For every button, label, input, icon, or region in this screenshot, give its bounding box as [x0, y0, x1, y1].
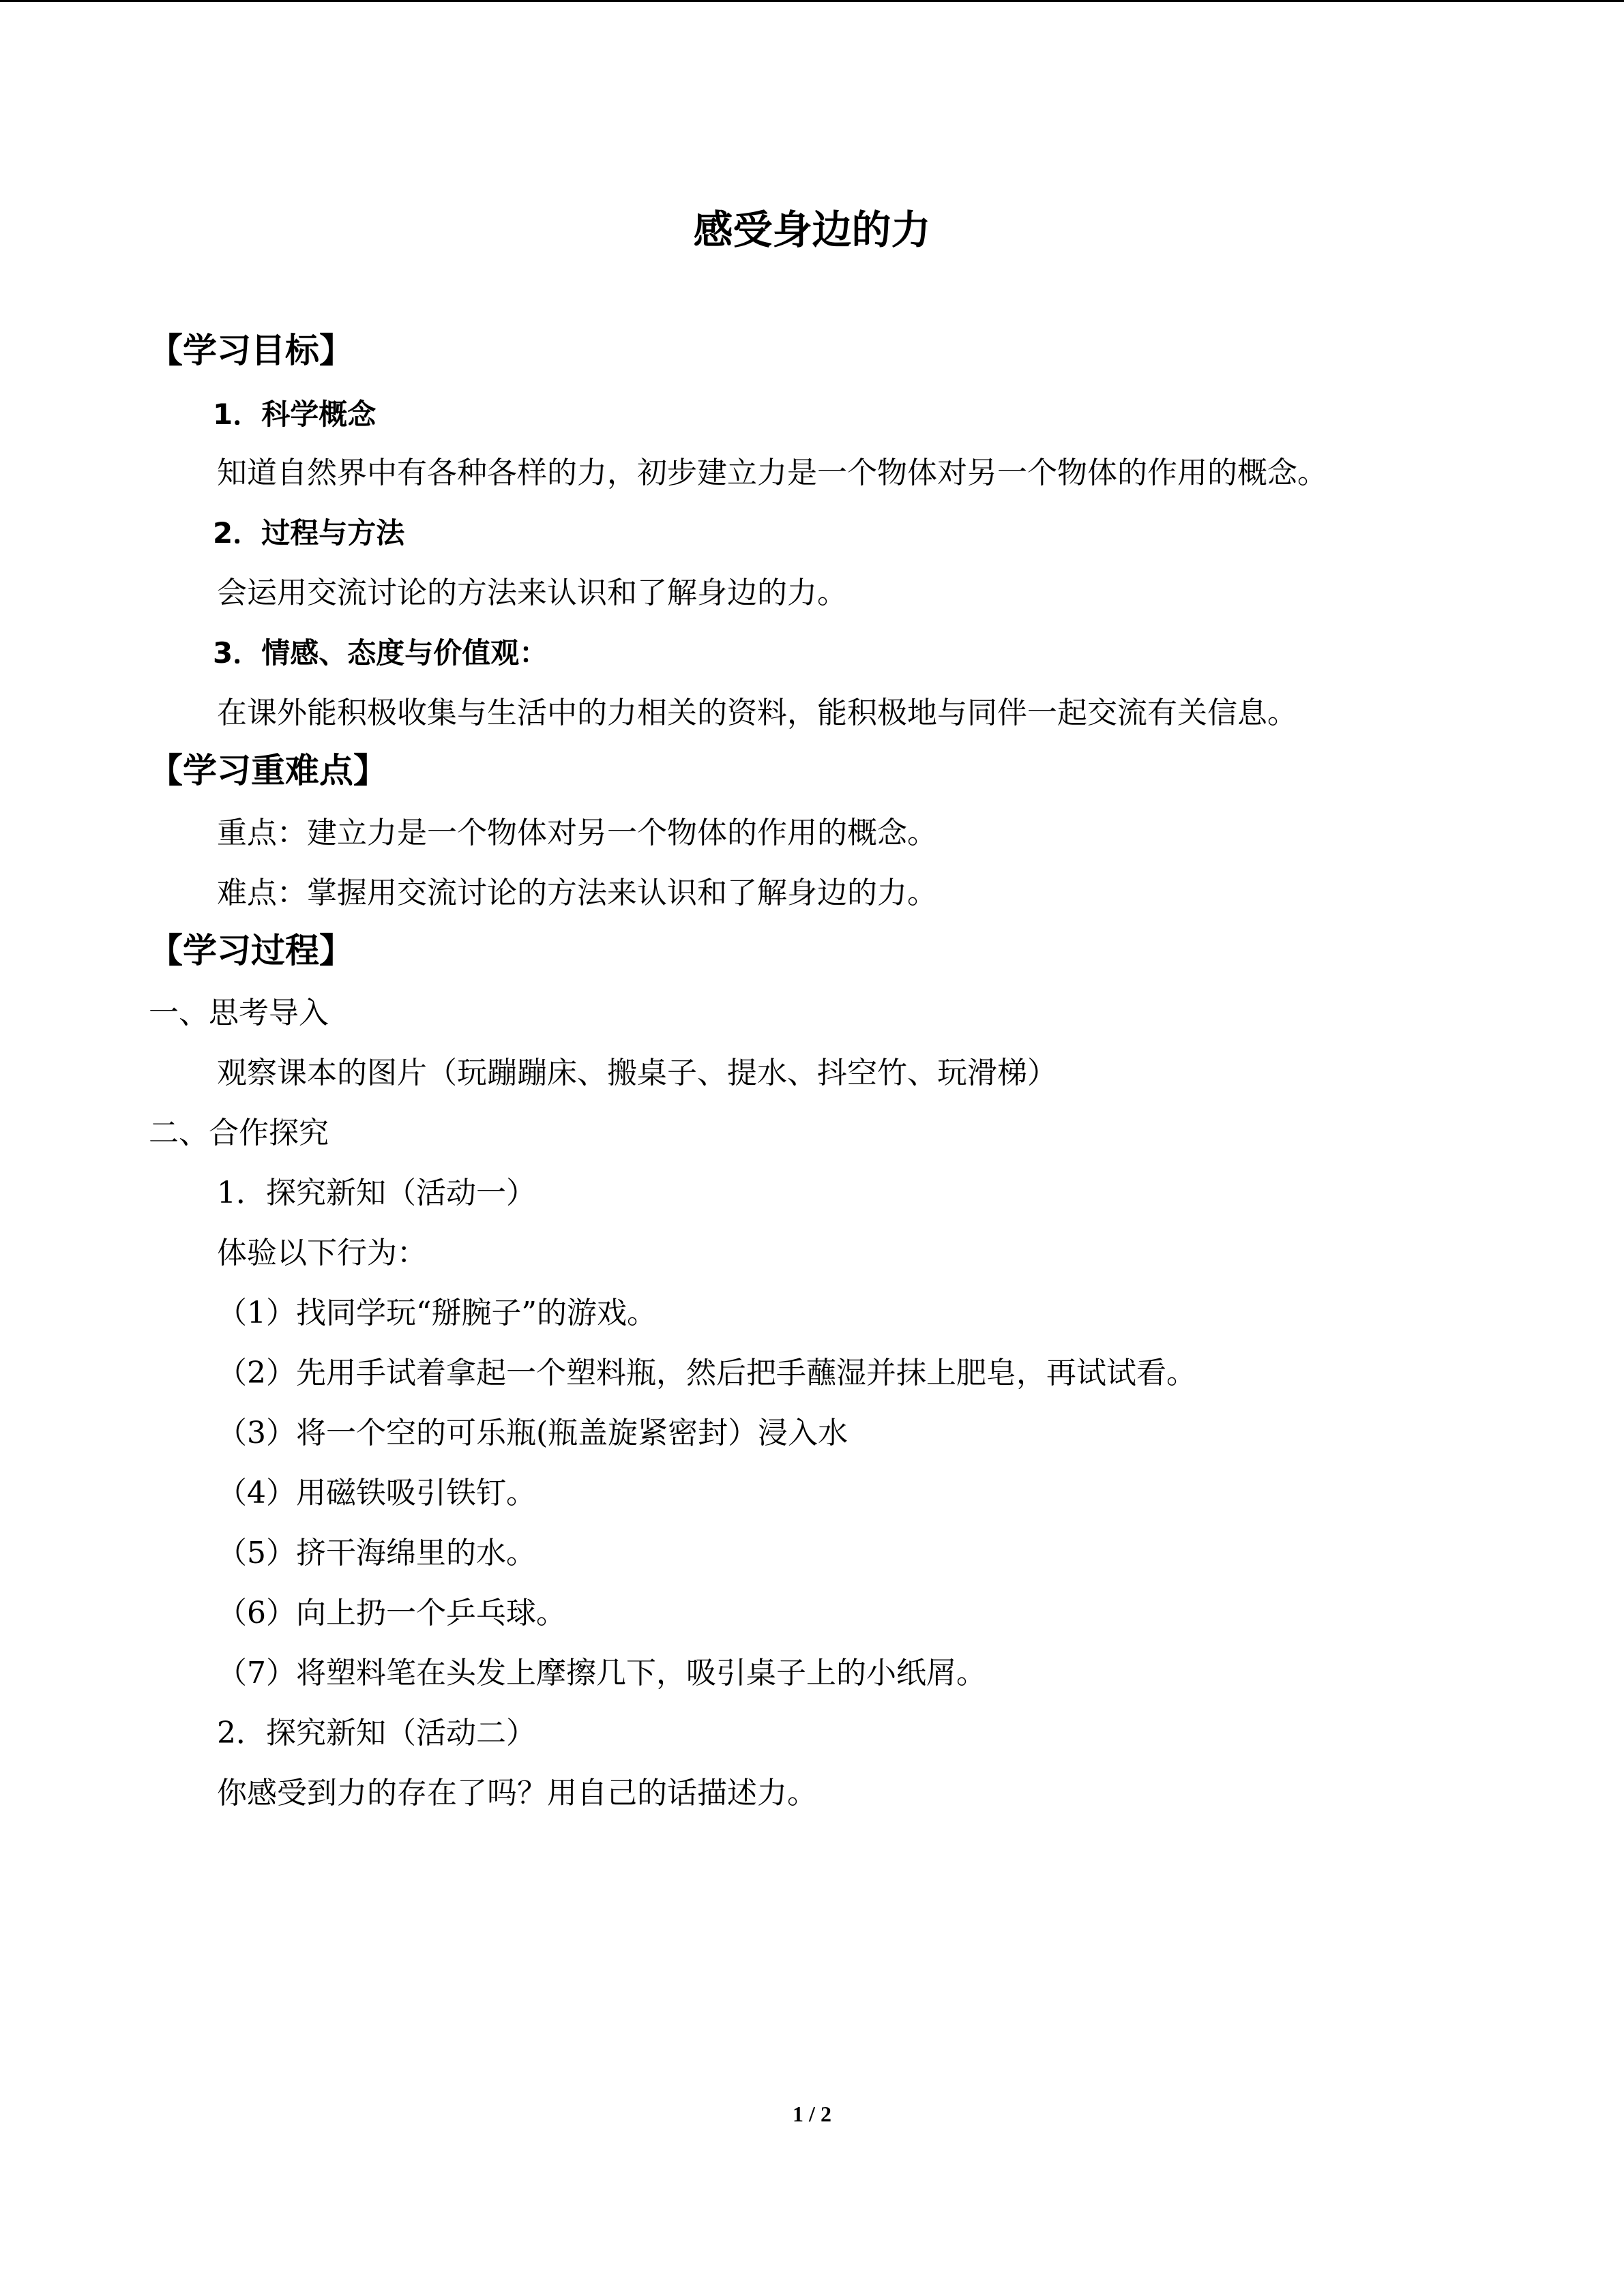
activity1-step: （7）将塑料笔在头发上摩擦几下，吸引桌子上的小纸屑。: [217, 1656, 986, 1690]
activity1-step: （6）向上扔一个乒乓球。: [217, 1596, 566, 1630]
objective-3-text: 在课外能积极收集与生活中的力相关的资料，能积极地与同伴一起交流有关信息。: [217, 696, 1297, 730]
objective-1-label: 1．科学概念: [213, 398, 377, 431]
activity2-heading: 2．探究新知（活动二）: [217, 1716, 536, 1750]
objective-2-text: 会运用交流讨论的方法来认识和了解身边的力。: [217, 576, 847, 610]
activity1-step: （2）先用手试着拿起一个塑料瓶，然后把手蘸湿并抹上肥皂，再试试看。: [217, 1356, 1196, 1390]
process-heading: 【学习过程】: [149, 931, 353, 970]
part2-heading: 二、合作探究: [149, 1116, 329, 1150]
activity2-text: 你感受到力的存在了吗？用自己的话描述力。: [217, 1776, 817, 1810]
part1-heading: 一、思考导入: [149, 996, 329, 1030]
activity1-step: （4）用磁铁吸引铁钉。: [217, 1476, 536, 1510]
objective-2-label: 2．过程与方法: [213, 516, 405, 550]
page-number: 1 / 2: [793, 2102, 831, 2126]
focus-text: 重点：建立力是一个物体对另一个物体的作用的概念。: [217, 816, 937, 850]
activity1-step: （3）将一个空的可乐瓶(瓶盖旋紧密封）浸入水: [217, 1416, 848, 1450]
activity1-step: （1）找同学玩“掰腕子”的游戏。: [217, 1296, 657, 1330]
part1-text: 观察课本的图片（玩蹦蹦床、搬桌子、提水、抖空竹、玩滑梯）: [217, 1056, 1057, 1090]
objective-3-label: 3．情感、态度与价值观：: [213, 636, 548, 670]
page-title: 感受身边的力: [693, 207, 931, 253]
difficulty-text: 难点：掌握用交流讨论的方法来认识和了解身边的力。: [217, 876, 937, 910]
activity1-intro: 体验以下行为：: [217, 1236, 427, 1270]
objective-1-text: 知道自然界中有各种各样的力，初步建立力是一个物体对另一个物体的作用的概念。: [217, 456, 1327, 490]
objectives-heading: 【学习目标】: [149, 331, 353, 370]
key-points-heading: 【学习重难点】: [149, 751, 387, 790]
activity1-heading: 1．探究新知（活动一）: [217, 1176, 536, 1210]
activity1-step: （5）挤干海绵里的水。: [217, 1536, 536, 1570]
